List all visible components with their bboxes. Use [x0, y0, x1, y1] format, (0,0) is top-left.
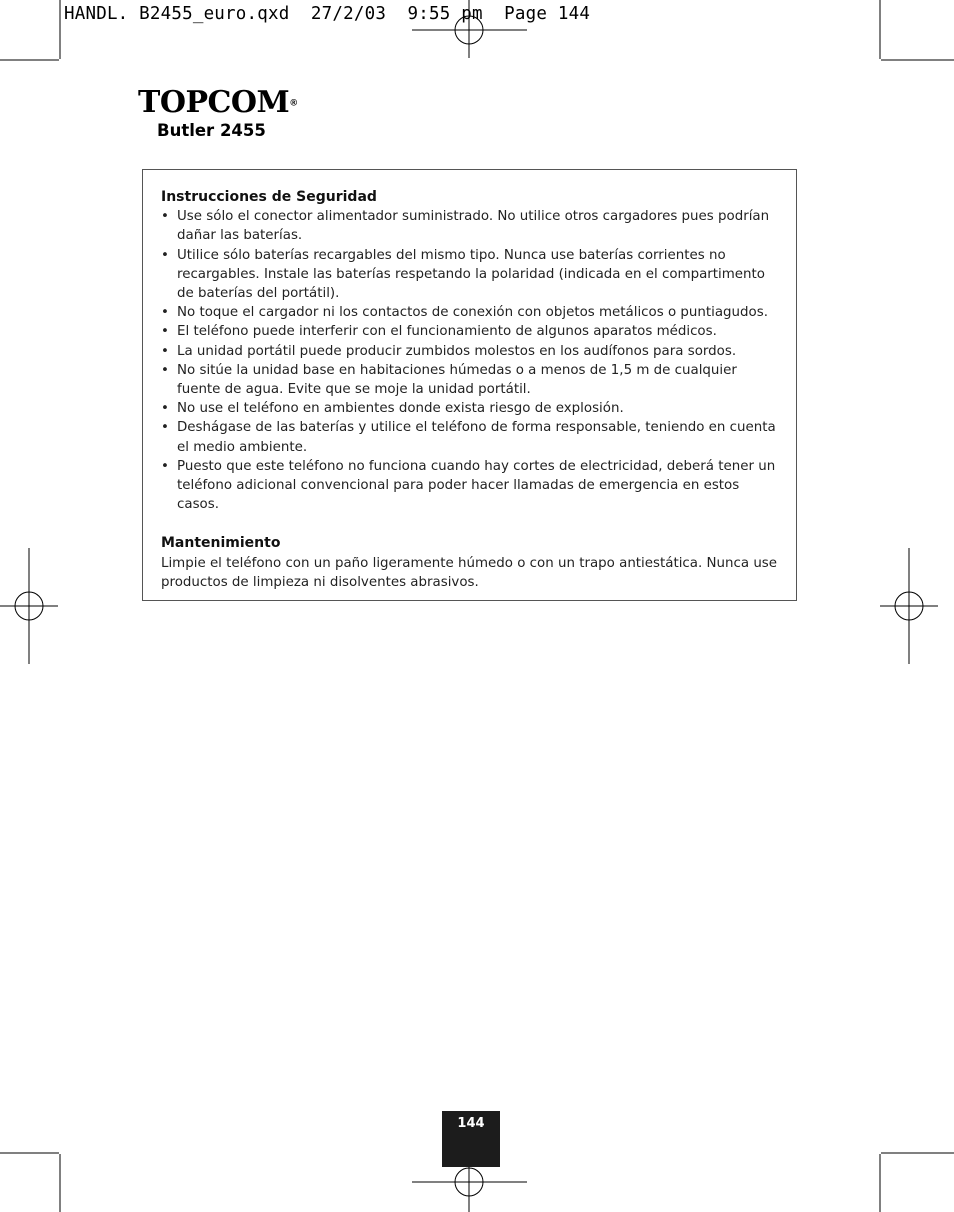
list-item [161, 322, 783, 341]
list-item [161, 342, 783, 361]
list-item-text: El teléfono puede interferir con el funcionamiento de algunos aparatos médicos. [177, 324, 717, 340]
bullet: • [161, 209, 169, 225]
registered-mark: ® [289, 98, 299, 109]
list-item [161, 303, 783, 322]
list-item [161, 246, 783, 304]
list-item-text: La unidad portátil puede producir zumbidos molestos en los audífonos para sordos. [177, 343, 737, 359]
bullet: • [161, 401, 169, 417]
page-number: 144 [442, 1111, 500, 1167]
bullet: • [161, 343, 169, 359]
maintenance-heading: Mantenimiento [161, 535, 281, 552]
topcom-logo [138, 85, 299, 120]
list-item-text: No toque el cargador ni los contactos de conexión con objetos metálicos o puntiagudos. [177, 305, 768, 321]
list-item [161, 361, 783, 399]
registration-mark-right [880, 548, 938, 664]
bullet: • [161, 305, 169, 321]
list-item [161, 418, 783, 456]
list-item [161, 399, 783, 418]
maintenance-text: Limpie el teléfono con un paño ligeramente húmedo o con un trapo antiestática. Nunca use productos de limpieza ni disolventes abrasivos. [161, 555, 778, 590]
print-slug-line: HANDL. B2455_euro.qxd 27/2/03 9:55 pm Page 144 [64, 4, 591, 24]
list-item-text: Puesto que este teléfono no funciona cuando hay cortes de electricidad, deberá tener un teléfono adicional convencional para poder hacer llamadas de emergencia en estos casos. [177, 458, 776, 513]
model-name: Butler 2455 [157, 121, 266, 140]
bullet: • [161, 458, 169, 474]
safety-list [161, 207, 783, 514]
list-item [161, 457, 783, 515]
bullet: • [161, 324, 169, 340]
info-content [161, 188, 783, 592]
list-item [161, 207, 783, 245]
list-item-text: No use el teléfono en ambientes donde exista riesgo de explosión. [177, 401, 624, 417]
list-item-text: Use sólo el conector alimentador suministrado. No utilice otros cargadores pues podrían dañar las baterías. [177, 209, 770, 244]
list-item-text: Deshágase de las baterías y utilice el teléfono de forma responsable, teniendo en cuenta el medio ambiente. [177, 420, 776, 455]
registration-mark-left [0, 548, 58, 664]
safety-heading: Instrucciones de Seguridad [161, 189, 377, 205]
section-spacer [161, 514, 783, 534]
bullet: • [161, 247, 169, 263]
bullet: • [161, 420, 169, 436]
list-item-text: No sitúe la unidad base en habitaciones húmedas o a menos de 1,5 m de cualquier fuente de agua. Evite que se moje la unidad portátil. [177, 362, 737, 398]
logo-wordmark: TOPCOM [138, 85, 290, 120]
bullet: • [161, 362, 169, 378]
list-item-text: Utilice sólo baterías recargables del mismo tipo. Nunca use baterías corrientes no recargables. Instale las baterías respetando la polaridad (indicada en el compartimento de baterías del portátil). [177, 247, 765, 302]
